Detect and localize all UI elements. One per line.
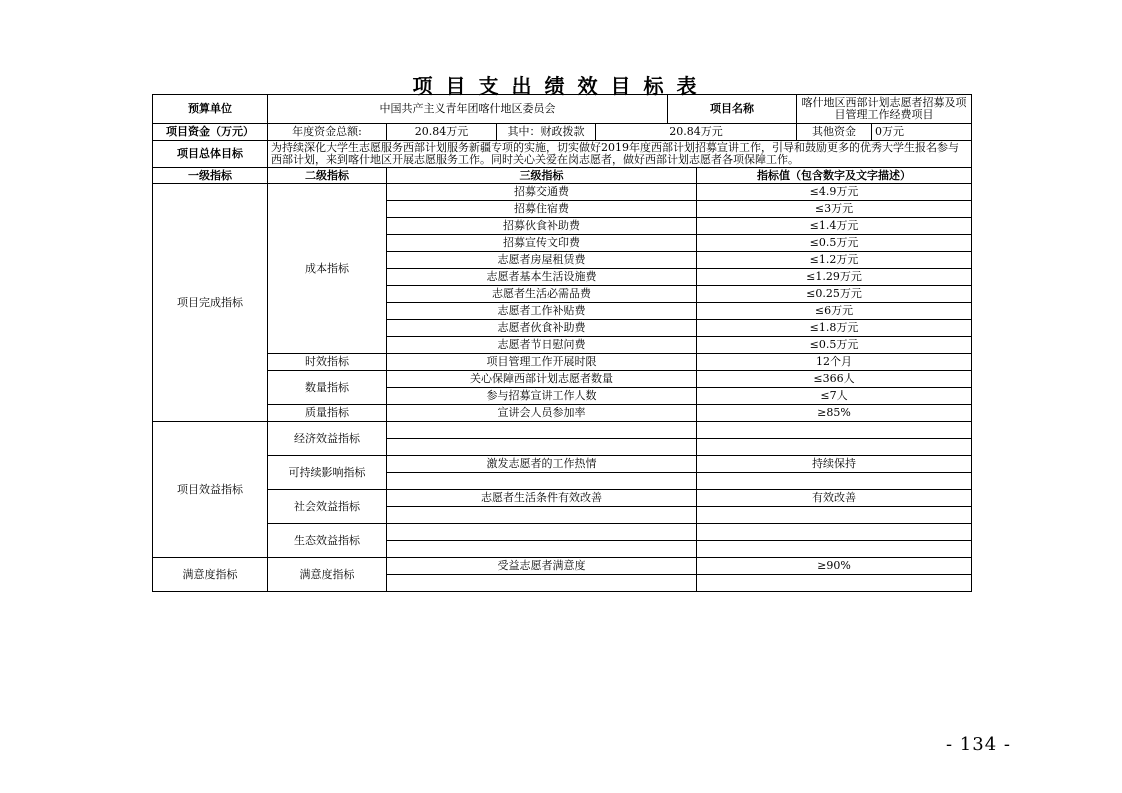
indicator-value-empty (697, 524, 972, 541)
budget-unit-label: 预算单位 (153, 95, 268, 124)
indicator-name-empty (387, 575, 697, 592)
indicator-value: ≤1.8万元 (697, 320, 972, 337)
col-level2: 二级指标 (268, 168, 387, 184)
indicator-value-empty (697, 422, 972, 439)
level2-economic: 经济效益指标 (268, 422, 387, 456)
indicator-name: 招募交通费 (387, 184, 697, 201)
indicator-value: ≤1.2万元 (697, 252, 972, 269)
fiscal-label: 其中：财政拨款 (497, 124, 596, 141)
level1-completion: 项目完成指标 (153, 184, 268, 422)
annual-total-label: 年度资金总额: (268, 124, 387, 141)
indicator-name: 志愿者生活条件有效改善 (387, 490, 697, 507)
col-value: 指标值（包含数字及文字描述） (697, 168, 972, 184)
level1-satisfaction: 满意度指标 (153, 558, 268, 592)
goal-row (153, 141, 972, 168)
indicator-value-empty (697, 439, 972, 456)
indicator-name: 志愿者节日慰问费 (387, 337, 697, 354)
project-name-label: 项目名称 (668, 95, 797, 124)
indicator-value-empty (697, 575, 972, 592)
indicator-name: 激发志愿者的工作热情 (387, 456, 697, 473)
table-row (153, 405, 972, 422)
indicator-name: 宣讲会人员参加率 (387, 405, 697, 422)
performance-table (152, 94, 972, 592)
table-row (153, 558, 972, 575)
indicator-value: ≤366人 (697, 371, 972, 388)
level2-satisfaction: 满意度指标 (268, 558, 387, 592)
indicator-value-empty (697, 541, 972, 558)
indicator-name-empty (387, 439, 697, 456)
funds-label: 项目资金（万元） (153, 124, 268, 141)
indicator-name: 招募宣传文印费 (387, 235, 697, 252)
page-number: - 134 - (946, 734, 1011, 755)
indicator-name-empty (387, 524, 697, 541)
table-row (153, 456, 972, 473)
other-funds-label: 其他资金 (797, 124, 872, 141)
indicator-name-empty (387, 541, 697, 558)
indicator-value: ≥90% (697, 558, 972, 575)
indicator-name: 关心保障西部计划志愿者数量 (387, 371, 697, 388)
table-row (153, 490, 972, 507)
indicator-name: 项目管理工作开展时限 (387, 354, 697, 371)
indicator-value: 12个月 (697, 354, 972, 371)
indicator-name-empty (387, 473, 697, 490)
table-row (153, 354, 972, 371)
level2-cost: 成本指标 (268, 184, 387, 354)
indicator-value: ≤1.29万元 (697, 269, 972, 286)
indicator-name-empty (387, 507, 697, 524)
level2-social: 社会效益指标 (268, 490, 387, 524)
annual-total-value: 20.84万元 (387, 124, 497, 141)
table-row (153, 422, 972, 439)
page-title: 项目支出绩效目标表 (412, 74, 710, 98)
level1-benefit: 项目效益指标 (153, 422, 268, 558)
indicator-name-empty (387, 422, 697, 439)
project-name-value: 喀什地区西部计划志愿者招募及项目管理工作经费项目 (797, 95, 972, 124)
level2-quantity: 数量指标 (268, 371, 387, 405)
other-funds-value: 0万元 (872, 124, 972, 141)
indicator-name: 志愿者房屋租赁费 (387, 252, 697, 269)
indicator-value: ≥85% (697, 405, 972, 422)
table-row (153, 371, 972, 388)
indicator-name: 志愿者生活必需品费 (387, 286, 697, 303)
level2-time: 时效指标 (268, 354, 387, 371)
goal-text: 为持续深化大学生志愿服务西部计划服务新疆专项的实施，切实做好2019年度西部计划招募宣讲工作，引导和鼓励更多的优秀大学生报名参与西部计划，来到喀什地区开展志愿服务工作。同时关心关爱在岗志愿者，做好西部计划志愿者各项保障工作。 (268, 141, 972, 168)
indicator-value: ≤3万元 (697, 201, 972, 218)
indicator-value: ≤4.9万元 (697, 184, 972, 201)
indicator-name: 志愿者基本生活设施费 (387, 269, 697, 286)
indicator-name: 受益志愿者满意度 (387, 558, 697, 575)
indicator-value: ≤7人 (697, 388, 972, 405)
level2-sustainable: 可持续影响指标 (268, 456, 387, 490)
indicator-name: 参与招募宣讲工作人数 (387, 388, 697, 405)
goal-label: 项目总体目标 (153, 141, 268, 168)
indicator-value: ≤0.5万元 (697, 235, 972, 252)
indicator-name: 志愿者工作补贴费 (387, 303, 697, 320)
level2-ecological: 生态效益指标 (268, 524, 387, 558)
col-level1: 一级指标 (153, 168, 268, 184)
indicator-value: ≤6万元 (697, 303, 972, 320)
fiscal-value: 20.84万元 (596, 124, 797, 141)
table-row (153, 184, 972, 201)
budget-unit-value: 中国共产主义青年团喀什地区委员会 (268, 95, 668, 124)
funds-row (153, 124, 972, 141)
column-header-row (153, 168, 972, 184)
indicator-value-empty (697, 507, 972, 524)
level2-quality: 质量指标 (268, 405, 387, 422)
indicator-value: ≤0.25万元 (697, 286, 972, 303)
indicator-value: 持续保持 (697, 456, 972, 473)
indicator-value-empty (697, 473, 972, 490)
indicator-name: 招募伙食补助费 (387, 218, 697, 235)
indicator-name: 招募住宿费 (387, 201, 697, 218)
header-row (153, 95, 972, 124)
indicator-value: ≤0.5万元 (697, 337, 972, 354)
indicator-name: 志愿者伙食补助费 (387, 320, 697, 337)
indicator-value: 有效改善 (697, 490, 972, 507)
indicator-value: ≤1.4万元 (697, 218, 972, 235)
col-level3: 三级指标 (387, 168, 697, 184)
table-row (153, 524, 972, 541)
